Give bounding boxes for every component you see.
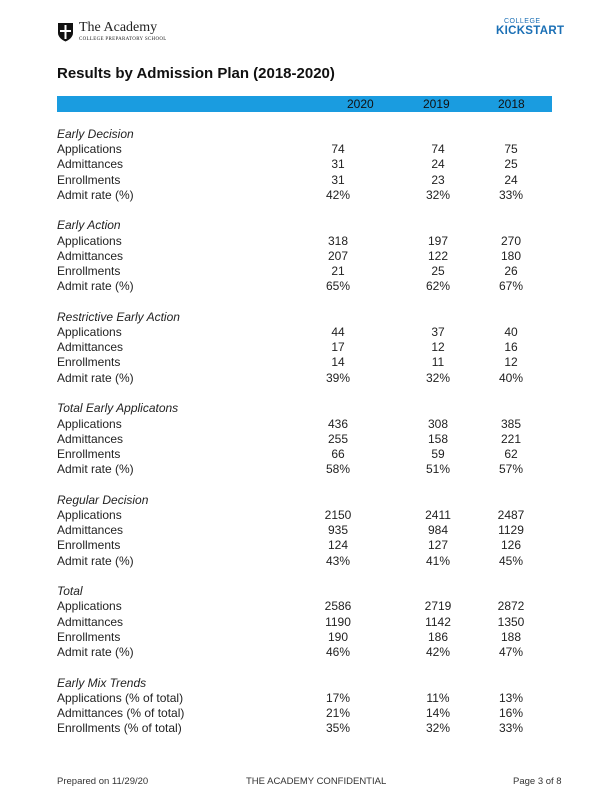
section-title: Early Decision	[57, 127, 134, 141]
table-row	[57, 691, 552, 706]
section-block	[57, 310, 552, 386]
cell-value-2020: 436	[327, 416, 349, 431]
column-header-bar	[57, 96, 552, 112]
cell-value-2020: 35%	[325, 721, 351, 736]
table-row	[57, 279, 552, 294]
cell-value-2019: 59	[431, 446, 445, 461]
cell-value-2020: 14	[331, 355, 345, 370]
cell-value-2018: 45%	[498, 553, 524, 568]
logo-title: The Academy	[79, 20, 158, 35]
table-row	[57, 645, 552, 660]
cell-value-2018: 180	[500, 248, 522, 263]
row-label: Applications	[57, 233, 122, 248]
cell-value-2018: 270	[500, 233, 522, 248]
cell-value-2020: 65%	[325, 279, 351, 294]
cell-value-2019: 122	[427, 248, 449, 263]
cell-value-2018: 24	[504, 172, 518, 187]
cell-value-2018: 47%	[498, 644, 524, 659]
cell-value-2019: 74	[431, 142, 445, 157]
section-block	[57, 584, 552, 660]
cell-value-2018: 126	[500, 538, 522, 553]
cell-value-2019: 12	[431, 340, 445, 355]
table-row	[57, 249, 552, 264]
cell-value-2019: 51%	[425, 462, 451, 477]
table-row	[57, 706, 552, 721]
table-row	[57, 462, 552, 477]
cell-value-2019: 41%	[425, 553, 451, 568]
section-block	[57, 127, 552, 203]
table-row	[57, 173, 552, 188]
row-label: Admit rate (%)	[57, 187, 134, 202]
table-row	[57, 234, 552, 249]
page-title: Results by Admission Plan (2018-2020)	[57, 65, 335, 82]
row-label: Admittances	[57, 614, 124, 629]
table-row	[57, 721, 552, 736]
cell-value-2019: 984	[427, 523, 449, 538]
footer-prepared-date: Prepared on 11/29/20	[57, 776, 149, 787]
table-row	[57, 523, 552, 538]
table-row	[57, 538, 552, 553]
cell-value-2019: 32%	[425, 370, 451, 385]
row-label: Enrollments	[57, 355, 121, 370]
section-title: Regular Decision	[57, 492, 149, 507]
table-row	[57, 371, 552, 386]
cell-value-2020: 58%	[325, 462, 351, 477]
table-row	[57, 615, 552, 630]
row-label: Admit rate (%)	[57, 462, 134, 477]
cell-value-2020: 46%	[325, 644, 351, 659]
logo-subtitle: COLLEGE PREPARATORY SCHOOL	[79, 37, 167, 42]
cell-value-2019: 32%	[425, 721, 451, 736]
cell-value-2020: 2150	[324, 507, 352, 522]
cell-value-2018: 2487	[497, 507, 525, 522]
row-label: Applications	[57, 142, 122, 157]
cell-value-2018: 40	[504, 325, 518, 340]
cell-value-2018: 1350	[497, 614, 525, 629]
cell-value-2020: 42%	[325, 187, 351, 202]
row-label: Admittances (% of total)	[57, 706, 185, 720]
cell-value-2018: 25	[504, 157, 518, 172]
row-label: Admit rate (%)	[57, 644, 134, 659]
row-label: Enrollments	[57, 629, 121, 644]
cell-value-2018: 13%	[498, 690, 524, 705]
table-row	[57, 188, 552, 203]
cell-value-2018: 40%	[498, 370, 524, 385]
cell-value-2020: 2586	[324, 599, 352, 614]
table-row	[57, 325, 552, 340]
cell-value-2019: 2411	[425, 507, 451, 522]
section-title: Early Action	[57, 218, 121, 233]
table-row	[57, 340, 552, 355]
cell-value-2020: 124	[327, 538, 349, 553]
cell-value-2018: 67%	[498, 279, 524, 294]
section-title: Total Early Applicatons	[57, 401, 179, 416]
column-header-2018: 2018	[498, 97, 525, 111]
row-label: Admit rate (%)	[57, 370, 134, 385]
table-row	[57, 447, 552, 462]
cell-value-2019: 23	[431, 172, 445, 187]
cell-value-2019: 197	[427, 233, 449, 248]
cell-value-2018: 57%	[498, 462, 524, 477]
cell-value-2019: 2719	[424, 599, 452, 614]
row-label: Admittances	[57, 431, 124, 446]
table-row	[57, 508, 552, 523]
cell-value-2019: 1142	[425, 614, 451, 629]
section-block	[57, 676, 552, 737]
cell-value-2020: 935	[327, 523, 349, 538]
row-label: Applications	[57, 325, 122, 340]
table-row	[57, 264, 552, 279]
table-row	[57, 157, 552, 172]
row-label: Enrollments (% of total)	[57, 721, 182, 736]
section-block	[57, 401, 552, 477]
section-block	[57, 218, 552, 294]
row-label: Enrollments	[57, 446, 121, 461]
cell-value-2018: 26	[504, 264, 518, 278]
column-header-2019: 2019	[423, 97, 450, 111]
cell-value-2020: 190	[327, 629, 349, 644]
cell-value-2019: 186	[427, 629, 449, 644]
table-row	[57, 599, 552, 614]
row-label: Enrollments	[57, 172, 121, 187]
cell-value-2019: 158	[427, 431, 449, 446]
row-label: Admittances	[57, 248, 124, 263]
cell-value-2019: 37	[431, 325, 445, 340]
column-header-2020: 2020	[347, 97, 374, 111]
table-row	[57, 142, 552, 157]
row-label: Admit rate (%)	[57, 553, 134, 568]
cell-value-2018: 62	[504, 446, 518, 461]
table-row	[57, 417, 552, 432]
cell-value-2018: 1129	[498, 523, 524, 538]
cell-value-2018: 16	[504, 340, 518, 355]
cell-value-2020: 21%	[325, 706, 351, 720]
cell-value-2019: 62%	[425, 279, 451, 294]
row-label: Admittances	[57, 523, 124, 538]
row-label: Applications (% of total)	[57, 690, 184, 705]
row-label: Enrollments	[57, 264, 121, 278]
brand-big-text: KICKSTART	[496, 25, 565, 37]
cell-value-2019: 25	[431, 264, 445, 278]
cell-value-2020: 31	[331, 157, 345, 172]
cell-value-2018: 188	[500, 629, 522, 644]
cell-value-2019: 11	[431, 355, 445, 370]
cell-value-2020: 207	[327, 248, 349, 263]
row-label: Admittances	[57, 340, 124, 355]
academy-logo	[57, 21, 167, 42]
cell-value-2019: 32%	[425, 187, 451, 202]
table-row	[57, 432, 552, 447]
college-kickstart-logo	[496, 18, 566, 38]
cell-value-2019: 24	[431, 157, 445, 172]
cell-value-2018: 16%	[498, 706, 524, 720]
cell-value-2020: 17%	[325, 690, 351, 705]
cell-value-2018: 75	[504, 142, 518, 157]
cell-value-2020: 74	[331, 142, 345, 157]
cell-value-2018: 33%	[498, 721, 524, 736]
row-label: Applications	[57, 599, 122, 614]
brand-small-text: COLLEGE	[504, 18, 541, 25]
footer-confidential: THE ACADEMY CONFIDENTIAL	[246, 776, 387, 787]
cell-value-2020: 17	[331, 340, 345, 355]
cell-value-2018: 33%	[498, 187, 524, 202]
cell-value-2018: 221	[500, 431, 522, 446]
cell-value-2020: 39%	[325, 370, 351, 385]
section-block	[57, 493, 552, 569]
cell-value-2018: 2872	[497, 599, 525, 614]
cell-value-2018: 385	[500, 416, 522, 431]
row-label: Enrollments	[57, 538, 121, 553]
row-label: Applications	[57, 507, 122, 522]
section-title: Total	[57, 584, 83, 599]
footer-page-number: Page 3 of 8	[513, 776, 562, 787]
cell-value-2020: 255	[327, 431, 349, 446]
table-row	[57, 630, 552, 645]
cell-value-2020: 318	[327, 233, 349, 248]
row-label: Applications	[57, 416, 122, 431]
results-table	[57, 127, 552, 752]
section-title: Restrictive Early Action	[57, 309, 180, 324]
table-row	[57, 554, 552, 569]
cell-value-2020: 31	[331, 172, 345, 187]
cell-value-2019: 11%	[426, 690, 450, 705]
row-label: Admit rate (%)	[57, 279, 134, 294]
cell-value-2020: 1190	[325, 614, 351, 629]
row-label: Admittances	[57, 157, 124, 172]
cell-value-2020: 21	[331, 264, 345, 278]
shield-icon	[57, 22, 74, 42]
cell-value-2019: 127	[427, 538, 449, 553]
table-row	[57, 355, 552, 370]
cell-value-2020: 44	[331, 325, 345, 340]
cell-value-2018: 12	[504, 355, 518, 370]
cell-value-2020: 66	[331, 446, 345, 461]
cell-value-2019: 308	[427, 416, 449, 431]
cell-value-2019: 14%	[425, 706, 451, 720]
section-title: Early Mix Trends	[57, 675, 147, 690]
cell-value-2020: 43%	[325, 553, 351, 568]
cell-value-2019: 42%	[425, 644, 451, 659]
